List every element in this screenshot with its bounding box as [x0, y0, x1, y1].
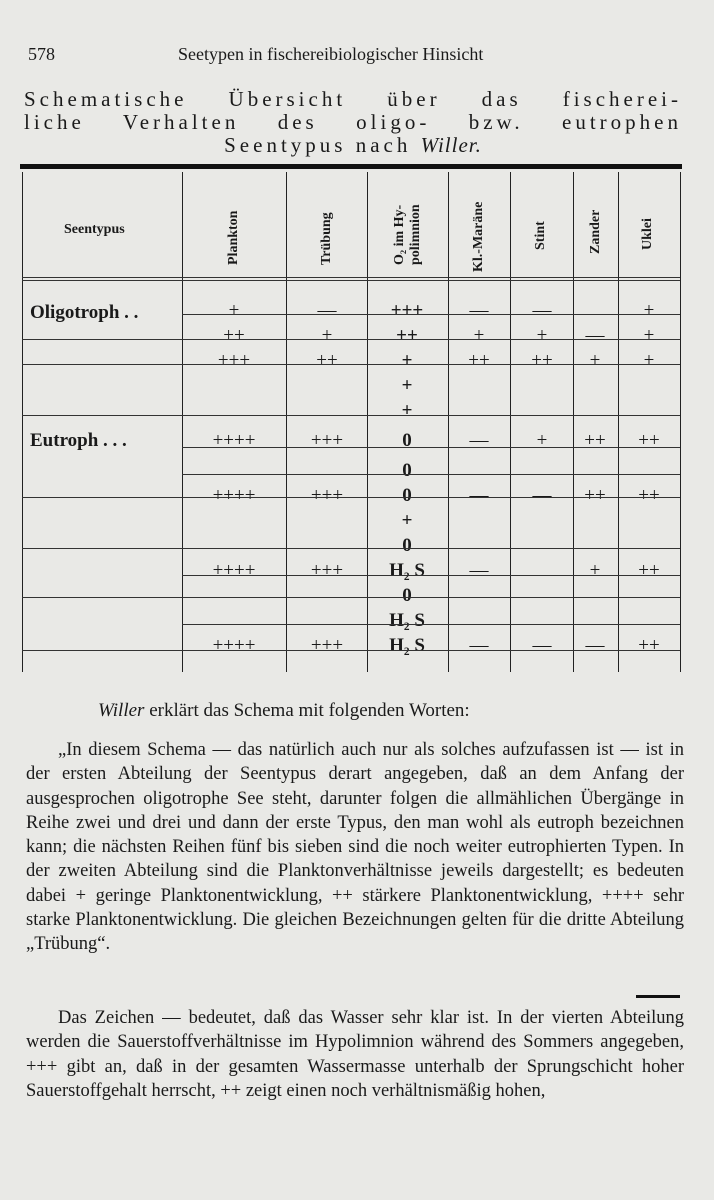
caption-line-1: Schematische Übersicht über das fischerei-	[24, 87, 682, 111]
caption-line-3: Seentypus nach Willer.	[224, 133, 482, 157]
table-cell: +++	[217, 350, 251, 371]
col-header-uklei: Uklei	[640, 218, 655, 250]
row-divider	[22, 650, 182, 651]
table-cell: +++	[310, 560, 344, 581]
row-divider	[182, 624, 680, 625]
table-cell: ++	[638, 485, 660, 506]
table-cell: +	[589, 350, 601, 371]
table-cell: —	[469, 300, 489, 321]
table-cell: ++	[584, 485, 606, 506]
table-cell: ++++	[212, 560, 256, 581]
caption-line-2: liche Verhalten des oligo- bzw. eutrophen	[24, 110, 682, 134]
table-cell: +++	[310, 430, 344, 451]
col-header-o2-line1: O₂ im Hy-	[392, 204, 407, 265]
table-cell: —	[469, 430, 489, 451]
row-divider	[22, 364, 182, 365]
section-mark-rule	[636, 995, 680, 998]
table-cell: —	[469, 635, 489, 656]
table-cell: —	[469, 560, 489, 581]
table-cell: 0	[402, 535, 412, 556]
row-divider	[182, 415, 680, 416]
table-cell: ++	[468, 350, 490, 371]
table-cell: +	[643, 300, 655, 321]
table-cell: ++	[531, 350, 553, 371]
row-divider	[182, 575, 680, 576]
table-cell: +	[589, 560, 601, 581]
header-rule	[22, 277, 680, 278]
table-cell: —	[585, 635, 605, 656]
col-header-kl-maraene: Kl.-Maräne	[471, 201, 486, 272]
quote-text: „In diesem Schema — das natürlich auch nur als solches aufzufassen ist — ist in der ersten Abteilung der Seentypus derart angegeben, daß an dem Anfang der ausgesprochen oligotrophe See steht, darunter folgen die allmählichen Übergänge in Reihe zwei und drei und dann der erste Typus, den man wohl als eutroph bezeichnen kann; die nächsten Reihen fünf bis sieben sind die noch weiter eutrophierten Typen. In der zweiten Abteilung sind die Planktonverhältnisse jeweils dargestellt; es bedeuten dabei + geringe Planktonentwicklung, ++ stärkere Planktonentwicklung, ++++ sehr starke Planktonentwicklung. Die gleichen Bezeichnungen gelten für die dritte Abteilung „Trübung“.	[26, 740, 684, 955]
table-cell: ++	[223, 325, 245, 346]
row-label-oligotroph: Oligotroph . .	[30, 302, 139, 323]
col-header-o2-line2: polimnion	[408, 204, 423, 265]
table-cell: 0	[402, 460, 412, 481]
row-divider	[182, 474, 680, 475]
table-cell: —	[532, 635, 552, 656]
table-cell: —	[532, 485, 552, 506]
header-rule	[22, 280, 680, 281]
table-cell: +	[401, 350, 413, 371]
row-divider	[22, 497, 182, 498]
row-divider	[22, 597, 182, 598]
row-divider	[182, 597, 680, 598]
table-cell: ++	[638, 560, 660, 581]
table-cell: —	[469, 485, 489, 506]
table-cell: +	[401, 400, 413, 421]
col-header-plankton: Plankton	[226, 210, 241, 265]
caption-author: Willer.	[420, 133, 482, 157]
col-header-truebung: Trübung	[319, 212, 334, 265]
table-cell: +	[401, 375, 413, 396]
table-cell: —	[532, 300, 552, 321]
page-number: 578	[28, 44, 55, 64]
row-divider	[22, 415, 182, 416]
schema-table	[22, 172, 682, 672]
table-cell: ++	[584, 430, 606, 451]
table-cell: +	[643, 350, 655, 371]
quote-paragraph	[26, 738, 684, 957]
table-cell: H₂ S	[389, 635, 425, 656]
table-caption	[24, 88, 682, 157]
running-title: Seetypen in fischereibiologischer Hinsicht	[178, 44, 484, 64]
row-label-eutroph: Eutroph . . .	[30, 430, 127, 451]
col-header-zander: Zander	[588, 209, 603, 254]
table-cell: ++	[638, 430, 660, 451]
table-top-rule	[20, 164, 682, 169]
table-cell: +	[473, 325, 485, 346]
table-cell: +++	[310, 635, 344, 656]
row-divider	[22, 548, 182, 549]
row-divider	[182, 548, 680, 549]
table-cell: 0	[402, 485, 412, 506]
table-cell: ++	[316, 350, 338, 371]
intro-line: Willer erklärt das Schema mit folgenden Worten:	[98, 700, 470, 721]
row-divider	[182, 314, 680, 315]
table-cell: +	[536, 430, 548, 451]
table-cell: +	[228, 300, 240, 321]
row-divider	[182, 447, 680, 448]
col-header-seentypus: Seentypus	[64, 222, 125, 237]
table-cell: ++	[638, 635, 660, 656]
table-cell: +	[536, 325, 548, 346]
row-divider	[22, 339, 182, 340]
row-divider	[182, 497, 680, 498]
table-cell: +++	[310, 485, 344, 506]
second-paragraph	[26, 1006, 684, 1103]
col-header-stint: Stint	[533, 221, 548, 250]
table-cell: ++++	[212, 485, 256, 506]
table-cell: ++	[396, 325, 418, 346]
running-header	[28, 44, 688, 66]
intro-author: Willer	[98, 700, 145, 721]
table-cell: +	[401, 510, 413, 531]
second-paragraph-text: Das Zeichen — bedeutet, daß das Wasser sehr klar ist. In der vierten Abteilung werden die Sauerstoffverhältnisse im Hypolimnion während des Sommers angegeben, +++ gibt an, daß in der gesamten Wassermasse unterhalb der Sprungschicht hoher Sauerstoffgehalt herrscht, ++ zeigt einen noch verhältnismäßig hohen,	[26, 1008, 684, 1101]
table-cell: —	[317, 300, 337, 321]
table-cell: +++	[390, 300, 424, 321]
row-divider	[182, 364, 680, 365]
table-cell: H₂ S	[389, 560, 425, 581]
table-cell: ++++	[212, 635, 256, 656]
table-cell: +	[643, 325, 655, 346]
table-border-right	[680, 172, 681, 672]
row-divider	[182, 339, 680, 340]
table-cell: —	[585, 325, 605, 346]
table-cell: 0	[402, 430, 412, 451]
table-cell: +	[321, 325, 333, 346]
row-divider	[182, 650, 680, 651]
table-cell: 0	[402, 585, 412, 606]
table-cell: ++++	[212, 430, 256, 451]
table-cell: H₂ S	[389, 610, 425, 631]
